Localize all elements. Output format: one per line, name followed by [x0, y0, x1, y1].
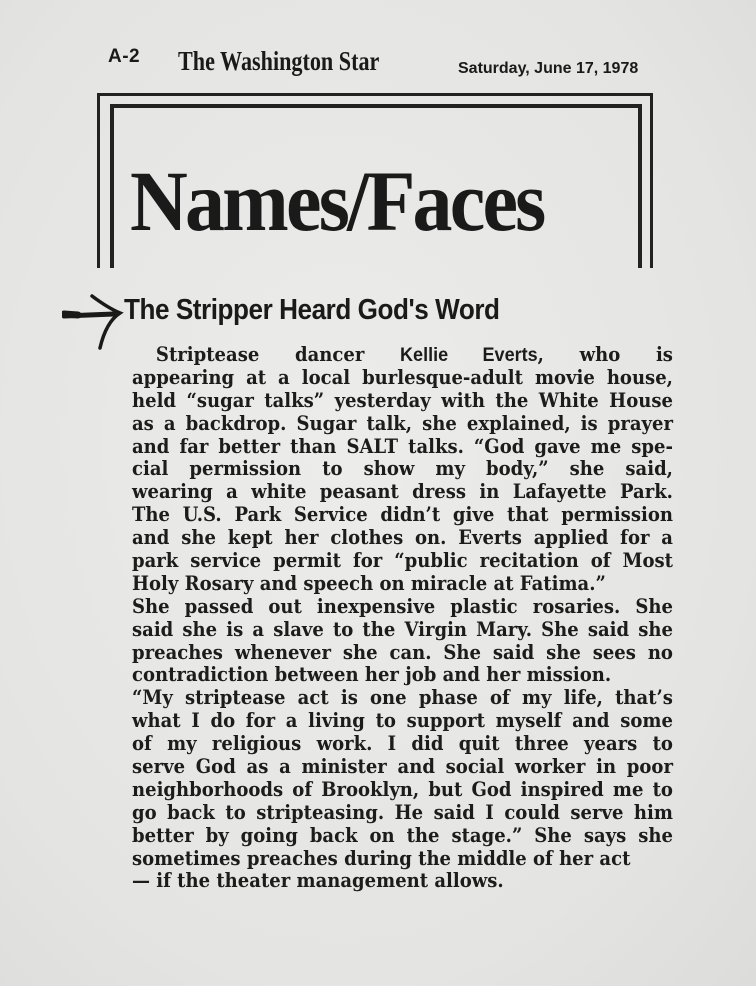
article-line: neighborhoods of Brooklyn, but God inspired me to	[132, 777, 673, 801]
article-line: “My striptease act is one phase of my life, that’s	[132, 686, 673, 710]
article-body	[132, 344, 673, 893]
article-line: contradiction between her job and her mission.	[132, 663, 612, 687]
article-line: serve God as a minister and social worker in poor	[132, 755, 673, 779]
section-title: Names/Faces	[130, 153, 544, 249]
hand-drawn-arrow-icon	[62, 286, 124, 352]
article-line: what I do for a living to support myself and some	[132, 709, 673, 733]
article-line: go back to stripteasing. He said I could serve him	[132, 800, 673, 824]
publication-date: Saturday, June 17, 1978	[458, 60, 639, 77]
article-lead-line	[132, 344, 673, 367]
article-line: The U.S. Park Service didn’t give that permission	[132, 503, 673, 527]
article-line: and she kept her clothes on. Everts applied for a	[132, 526, 673, 550]
article-line: Holy Rosary and speech on miracle at Fatima.”	[132, 571, 606, 595]
article-line: She passed out inexpensive plastic rosaries. She	[132, 594, 673, 618]
article-line: of my religious work. I did quit three years to	[132, 732, 673, 756]
article-line: as a backdrop. Sugar talk, she explained, is prayer	[132, 411, 673, 435]
article-headline: The Stripper Heard God's Word	[124, 294, 500, 326]
article-line: better by going back on the stage.” She says she	[132, 823, 673, 847]
article-line: cial permission to show my body,” she said,	[132, 457, 673, 481]
lead-text: Striptease dancer	[155, 343, 401, 366]
article-line: park service permit for “public recitation of Most	[132, 549, 673, 573]
newspaper-name: The Washington Star	[178, 46, 380, 76]
article-line: and far better than SALT talks. “God gave me spe-	[132, 434, 673, 458]
article-line: preaches whenever she can. She said she sees no	[132, 640, 673, 664]
article-line: — if the theater management allows.	[132, 869, 504, 893]
person-name: Kellie Everts	[400, 344, 538, 366]
page-number: A-2	[108, 46, 141, 67]
article-line: appearing at a local burlesque-adult movie house,	[132, 365, 673, 389]
article-line: held “sugar talks” yesterday with the White House	[132, 388, 673, 412]
lead-text-tail: , who is	[537, 343, 673, 366]
article-line: wearing a white peasant dress in Lafayette Park.	[132, 480, 673, 504]
article-line: sometimes preaches during the middle of her act	[132, 846, 631, 870]
article-line: said she is a slave to the Virgin Mary. She said she	[132, 617, 673, 641]
